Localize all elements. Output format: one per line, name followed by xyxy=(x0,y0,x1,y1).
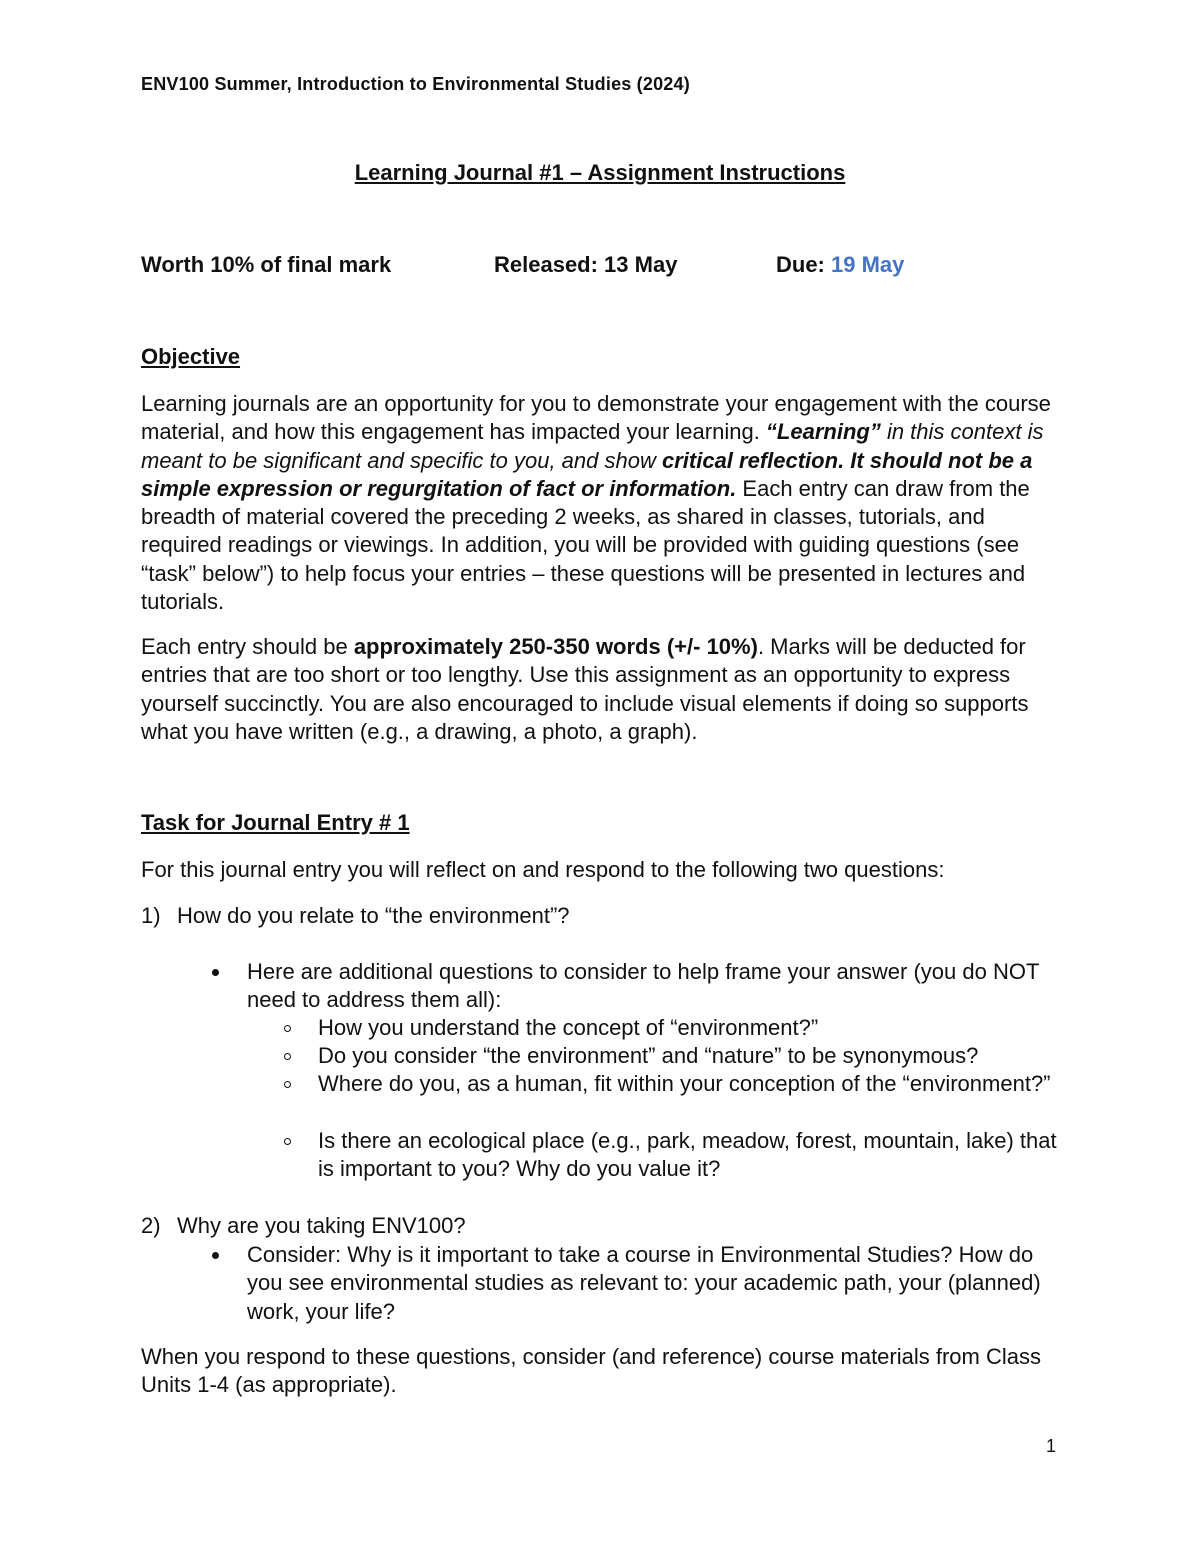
question-1-sub-item-text: Do you consider “the environment” and “nature” to be synonymous? xyxy=(318,1043,979,1068)
question-1-sub-item-text: Where do you, as a human, fit within your conception of the “environment?” xyxy=(318,1071,1051,1096)
hollow-circle-bullet-icon xyxy=(284,1138,291,1145)
due-label-text: Due: xyxy=(776,252,831,277)
worth-label: Worth 10% of final mark xyxy=(141,252,392,277)
document-title: Learning Journal #1 – Assignment Instructions xyxy=(354,160,846,185)
page-number: 1 xyxy=(1046,1436,1057,1456)
question-1-sub-item xyxy=(284,1127,1064,1184)
question-2-bullet xyxy=(212,1241,1062,1326)
bullet-dot-icon xyxy=(212,969,219,976)
task-intro: For this journal entry you will reflect on and respond to the following two questions: xyxy=(141,857,945,882)
question-2-text: Why are you taking ENV100? xyxy=(177,1213,466,1238)
question-1-bullet xyxy=(212,958,1062,1015)
objective-p1-a: Learning journals are an opportunity for you to demonstrate your engagement with the course material, and how this engagement has impacted your learning. xyxy=(141,391,1051,445)
objective-p1-f: Each entry can draw from the breadth of material covered the preceding 2 weeks, as shared in classes, tutorials, and required readings or viewings. In addition, you will be provided with guiding questions (see “task” below”) to help focus your entries – these questions will be presented in lectures and tutorials. xyxy=(141,475,1030,615)
question-1-sub-item-text: How you understand the concept of “environment?” xyxy=(318,1015,819,1040)
objective-p1-d: critical reflection xyxy=(661,447,839,473)
question-1-sub-item xyxy=(284,1042,1064,1070)
question-2-number: 2) xyxy=(141,1213,161,1238)
running-header: ENV100 Summer, Introduction to Environmental Studies (2024) xyxy=(141,74,690,94)
due-date: 19 May xyxy=(831,252,905,277)
objective-p1-c: in this context is meant to be significant and specific to you, and show xyxy=(141,419,1044,473)
objective-p2-a: Each entry should be xyxy=(141,634,354,659)
question-1-sub-item xyxy=(284,1014,1064,1042)
hollow-circle-bullet-icon xyxy=(284,1081,291,1088)
hollow-circle-bullet-icon xyxy=(284,1053,291,1060)
due-label xyxy=(776,252,904,278)
hollow-circle-bullet-icon xyxy=(284,1025,291,1032)
closing-paragraph: When you respond to these questions, consider (and reference) course materials from Class Units 1-4 (as appropriate). xyxy=(141,1344,1041,1398)
task-heading: Task for Journal Entry # 1 xyxy=(141,810,410,835)
question-2 xyxy=(141,1212,1066,1240)
objective-p1-e: . It should not be a simple expression or regurgitation of fact or information. xyxy=(141,447,1033,501)
question-1-number: 1) xyxy=(141,903,161,928)
question-1-sub-item-text: Is there an ecological place (e.g., park, meadow, forest, mountain, lake) that is important to you? Why do you value it? xyxy=(318,1128,1057,1182)
objective-p2-c: . Marks will be deducted for entries that are too short or too lengthy. Use this assignment as an opportunity to express yourself succinctly. You are also encouraged to include visual elements if doing so supports what you have written (e.g., a drawing, a photo, a graph). xyxy=(141,634,1029,744)
released-label: Released: 13 May xyxy=(494,252,678,277)
objective-heading: Objective xyxy=(141,344,241,369)
question-1-text: How do you relate to “the environment”? xyxy=(177,903,570,928)
objective-p1-b: “Learning” xyxy=(765,419,881,445)
objective-paragraph-2 xyxy=(141,633,1066,746)
question-1-bullet-text: Here are additional questions to consider to help frame your answer (you do NOT need to address them all): xyxy=(247,959,1040,1013)
question-1 xyxy=(141,902,1066,930)
objective-paragraph-1 xyxy=(141,390,1066,616)
question-2-bullet-text: Consider: Why is it important to take a course in Environmental Studies? How do you see environmental studies as relevant to: your academic path, your (planned) work, your life? xyxy=(247,1242,1041,1324)
objective-p2-b: approximately 250-350 words (+/- 10%) xyxy=(353,634,758,659)
bullet-dot-icon xyxy=(212,1252,219,1259)
question-1-sub-item xyxy=(284,1070,1064,1098)
